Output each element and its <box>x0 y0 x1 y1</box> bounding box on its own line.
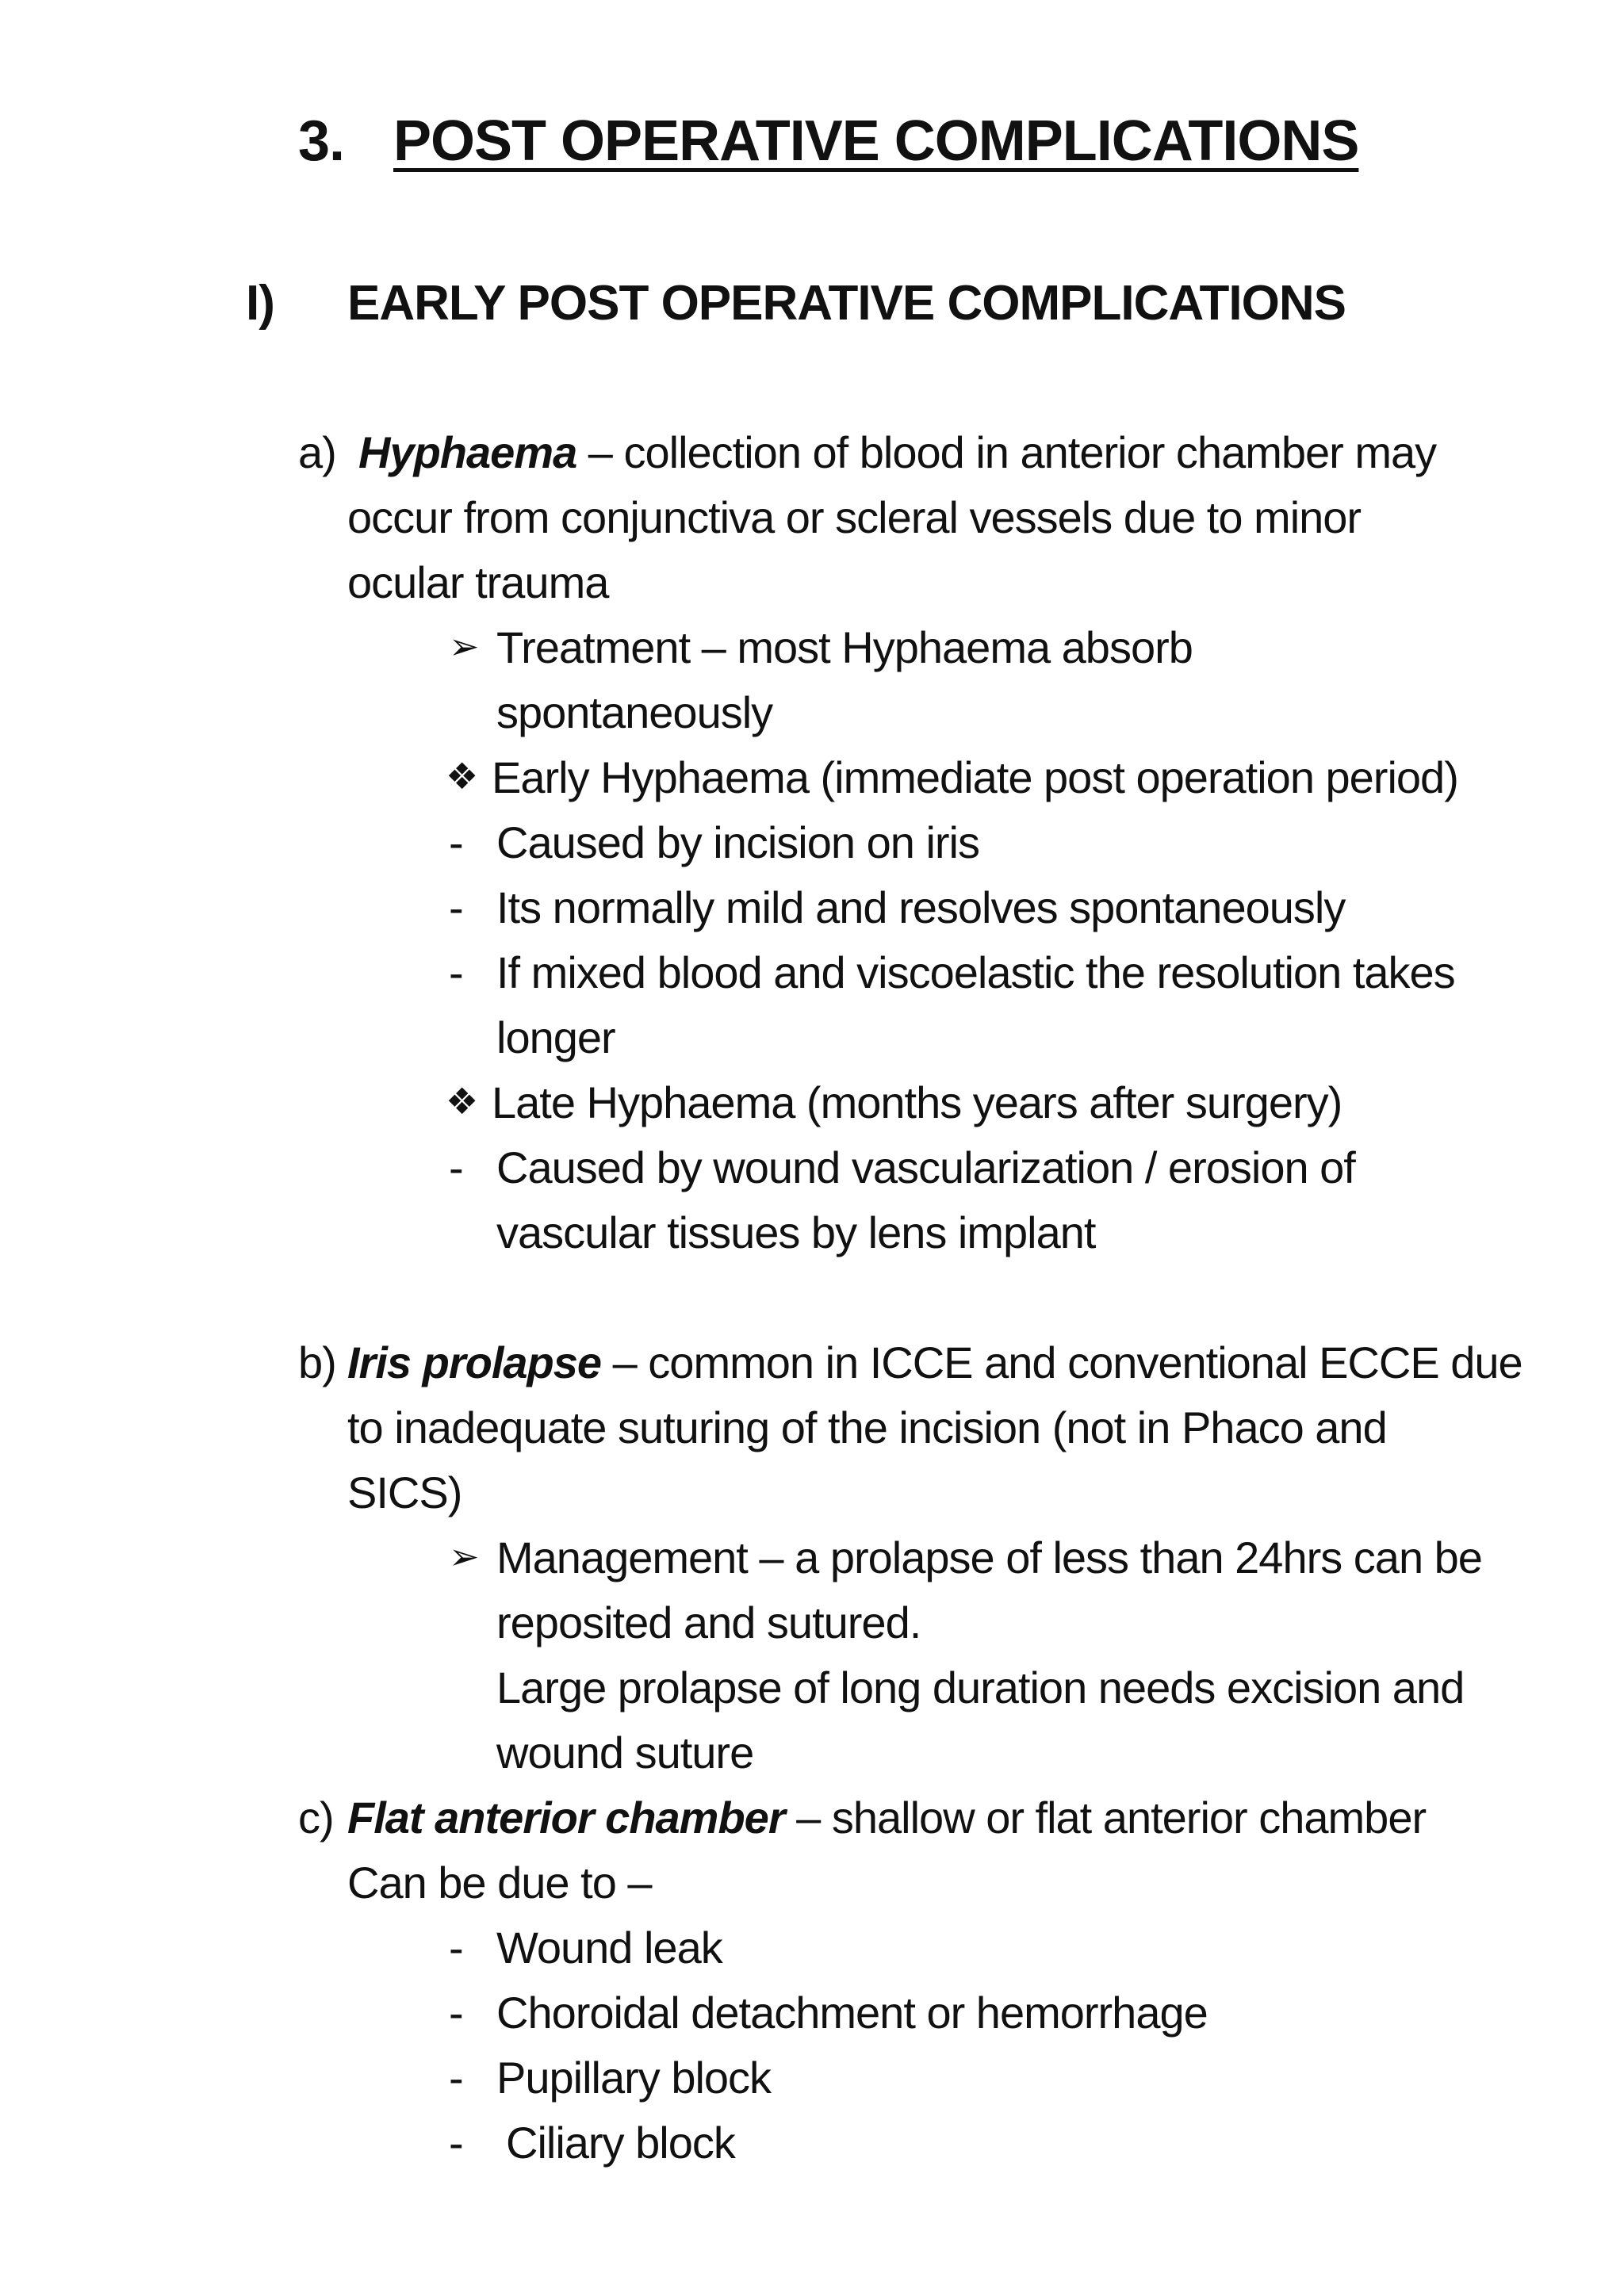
iris-term: Iris prolapse <box>347 1337 602 1387</box>
dash-bullet: - <box>449 2118 463 2168</box>
dash-bullet: - <box>449 882 463 932</box>
iris-desc-3: SICS) <box>347 1468 462 1517</box>
hyphaema-line-1 <box>358 427 1437 477</box>
hyphaema-desc-3: ocular trauma <box>347 557 609 607</box>
list-item: longer <box>496 1012 615 1062</box>
arrowhead-bullet-icon: ➢ <box>449 625 480 668</box>
hyphaema-marker: a) <box>298 427 336 477</box>
list-item: vascular tissues by lens implant <box>496 1207 1096 1257</box>
list-item: Pupillary block <box>496 2053 772 2103</box>
late-hyphaema-label: Late Hyphaema (months years after surgery) <box>492 1077 1342 1127</box>
list-item: Ciliary block <box>506 2118 735 2168</box>
hyphaema-term: Hyphaema <box>358 427 577 477</box>
iris-marker: b) <box>298 1337 336 1387</box>
list-item: Choroidal detachment or hemorrhage <box>496 1988 1208 2038</box>
page-title: POST OPERATIVE COMPLICATIONS <box>393 109 1359 173</box>
iris-management-1: Management – a prolapse of less than 24hrs can be <box>496 1533 1482 1582</box>
dash-bullet: - <box>449 1923 463 1973</box>
list-item: Wound leak <box>496 1923 722 1973</box>
arrowhead-bullet-icon: ➢ <box>449 1535 480 1578</box>
iris-desc-1: – common in ICCE and conventional ECCE due <box>601 1337 1522 1387</box>
diamond-bullet-icon: ❖ <box>446 755 479 798</box>
dash-bullet: - <box>449 947 463 997</box>
section-numeral: I) <box>246 276 274 331</box>
list-item: Caused by wound vascularization / erosion of <box>496 1142 1355 1192</box>
flat-marker: c) <box>298 1793 334 1843</box>
iris-line-1 <box>347 1337 1522 1387</box>
flat-line-1 <box>347 1793 1427 1843</box>
early-hyphaema-label: Early Hyphaema (immediate post operation period) <box>492 752 1458 802</box>
flat-term: Flat anterior chamber <box>347 1793 785 1843</box>
dash-bullet: - <box>449 1142 463 1192</box>
flat-desc-2: Can be due to – <box>347 1858 652 1908</box>
hyphaema-treatment-1: Treatment – most Hyphaema absorb <box>496 622 1193 672</box>
hyphaema-desc-1: – collection of blood in anterior chamber may <box>576 427 1437 477</box>
dash-bullet: - <box>449 2053 463 2103</box>
hyphaema-treatment-2: spontaneously <box>496 687 773 737</box>
flat-desc-1: – shallow or flat anterior chamber <box>784 1793 1427 1843</box>
dash-bullet: - <box>449 817 463 867</box>
iris-management-2: reposited and sutured. <box>496 1598 921 1647</box>
list-item: If mixed blood and viscoelastic the resolution takes <box>496 947 1455 997</box>
list-item: Caused by incision on iris <box>496 817 979 867</box>
iris-management-3: Large prolapse of long duration needs excision and <box>496 1663 1465 1712</box>
diamond-bullet-icon: ❖ <box>446 1080 479 1123</box>
iris-management-4: wound suture <box>496 1728 754 1777</box>
dash-bullet: - <box>449 1988 463 2038</box>
hyphaema-desc-2: occur from conjunctiva or scleral vessels due to minor <box>347 492 1362 542</box>
page-title-number: 3. <box>298 109 345 173</box>
section-heading: EARLY POST OPERATIVE COMPLICATIONS <box>347 276 1346 331</box>
list-item: Its normally mild and resolves spontaneously <box>496 882 1346 932</box>
iris-desc-2: to inadequate suturing of the incision (not in Phaco and <box>347 1402 1387 1452</box>
